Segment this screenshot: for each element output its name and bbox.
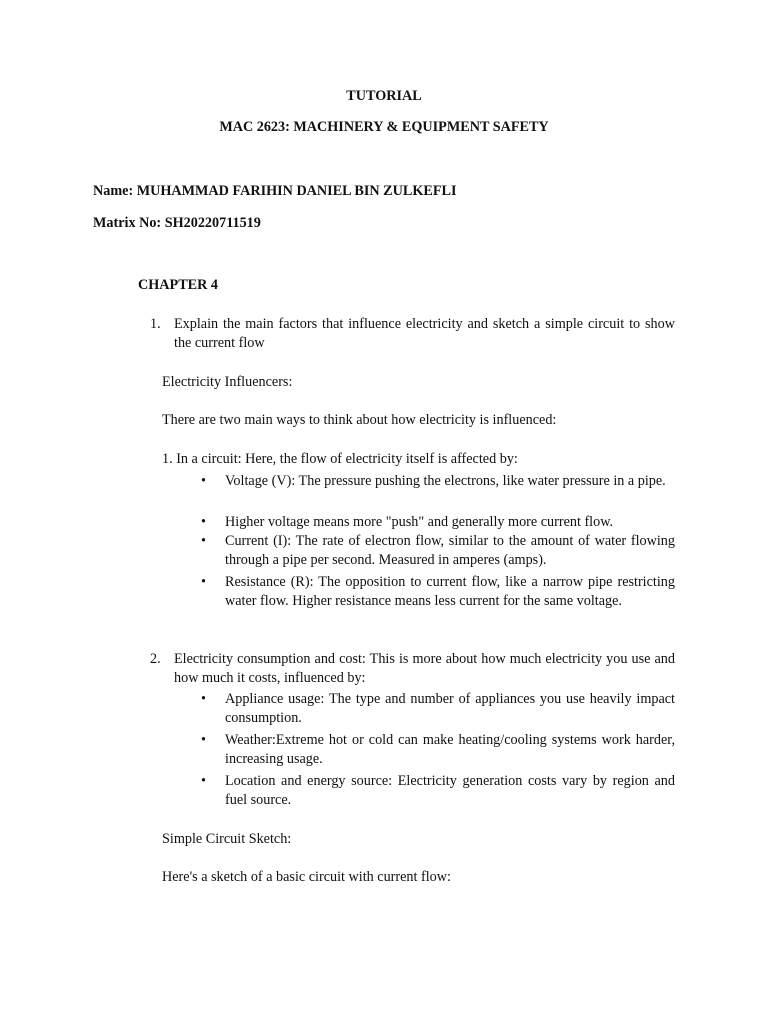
bullet-icon: • xyxy=(201,473,206,489)
sketch-heading: Simple Circuit Sketch: xyxy=(162,831,292,847)
influencers-heading: Electricity Influencers: xyxy=(162,374,293,390)
chapter-heading: CHAPTER 4 xyxy=(138,277,219,293)
list-item: Location and energy source: Electricity generation costs vary by region and fuel source. xyxy=(225,773,675,808)
bullet-icon: • xyxy=(201,514,206,530)
list-item: Current (I): The rate of electron flow, similar to the amount of water flowing through a pipe per second. Measured in amperes (amps). xyxy=(225,533,675,568)
document-title: TUTORIAL xyxy=(346,88,422,104)
sketch-intro: Here's a sketch of a basic circuit with current flow: xyxy=(162,869,451,885)
section-2-number: 2. xyxy=(150,651,161,667)
influencers-intro: There are two main ways to think about how electricity is influenced: xyxy=(162,412,557,428)
bullet-icon: • xyxy=(201,773,206,789)
course-title: MAC 2623: MACHINERY & EQUIPMENT SAFETY xyxy=(219,119,549,135)
bullet-icon: • xyxy=(201,732,206,748)
bullet-icon: • xyxy=(201,574,206,590)
list-item: Appliance usage: The type and number of appliances you use heavily impact consumption. xyxy=(225,691,675,726)
bullet-icon: • xyxy=(201,533,206,549)
list-item: Resistance (R): The opposition to current flow, like a narrow pipe restricting water flow. Higher resistance means less current for the same voltage. xyxy=(225,574,675,609)
section-1-heading: 1. In a circuit: Here, the flow of electricity itself is affected by: xyxy=(162,451,518,467)
question-text: Explain the main factors that influence electricity and sketch a simple circuit to show the current flow xyxy=(174,316,675,351)
matrix-number: Matrix No: SH20220711519 xyxy=(93,215,261,231)
list-item: Voltage (V): The pressure pushing the electrons, like water pressure in a pipe. xyxy=(225,473,666,489)
list-item: Higher voltage means more "push" and generally more current flow. xyxy=(225,514,614,530)
question-number: 1. xyxy=(150,316,161,332)
bullet-icon: • xyxy=(201,691,206,707)
section-2-heading: Electricity consumption and cost: This is more about how much electricity you use and how much it costs, influenced by: xyxy=(174,651,675,686)
student-name: Name: MUHAMMAD FARIHIN DANIEL BIN ZULKEFLI xyxy=(93,183,457,199)
list-item: Weather:Extreme hot or cold can make heating/cooling systems work harder, increasing usage. xyxy=(225,732,675,767)
